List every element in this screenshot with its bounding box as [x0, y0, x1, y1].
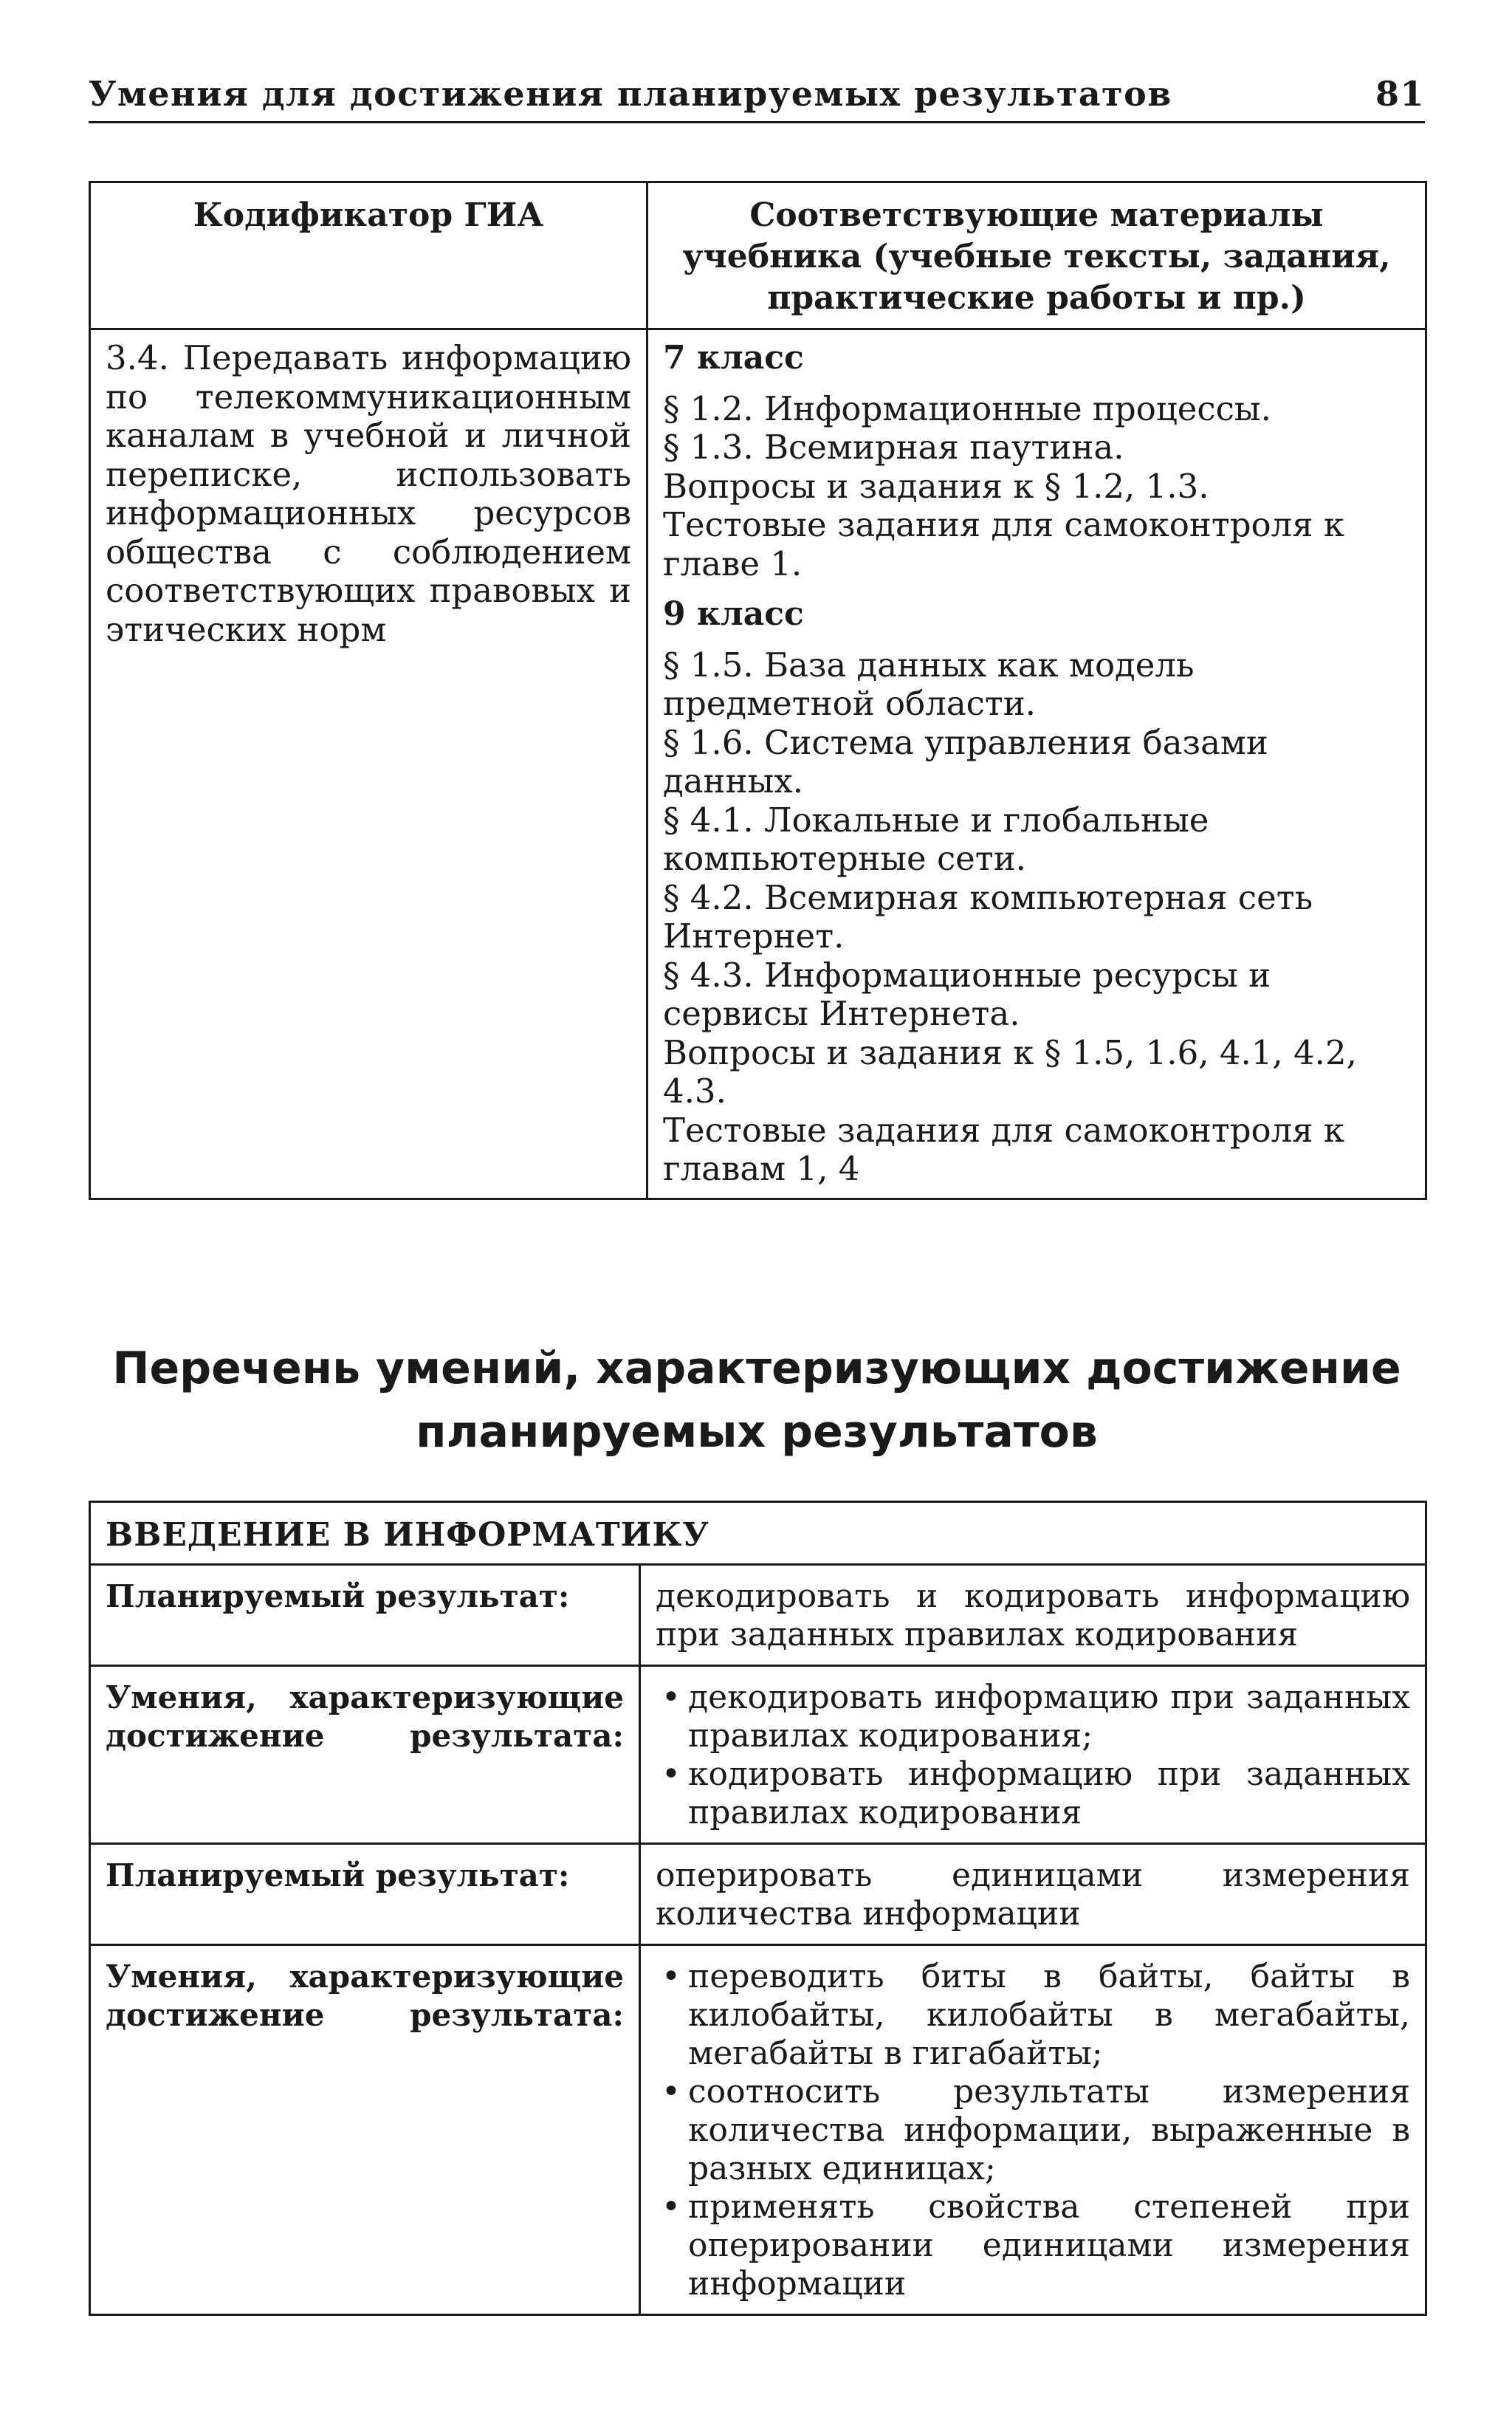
list-item: • переводить биты в байты, байты в килобайты, килобайты в мегабайты, мегабайты в гигабайты; [656, 1958, 1410, 2073]
materials-item: § 4.1. Локальные и глобальные компьютерные сети. [663, 800, 1209, 878]
row-label: Умения, характеризующие достижение результата: [90, 1945, 640, 2315]
materials-item: § 1.3. Всемирная паутина. [663, 428, 1124, 467]
skills-table-row [90, 1565, 1426, 1666]
skills-table-row [90, 1666, 1426, 1844]
row-label: Планируемый результат: [90, 1844, 640, 1945]
page-number: 81 [1375, 74, 1425, 114]
materials-item: § 1.6. Система управления базами данных. [663, 722, 1268, 801]
row-text: декодировать и кодировать информацию при заданных правилах кодирования [640, 1565, 1426, 1666]
skills-list [656, 1679, 1410, 1832]
list-item: • применять свойства степеней при оперировании единицами измерения информации [656, 2188, 1410, 2303]
codifier-table-header-row [90, 182, 1426, 329]
materials-item: Тестовые задания для самоконтроля к главам 1, 4 [663, 1110, 1345, 1188]
skills-list [656, 1958, 1410, 2303]
grade-7-label: 7 класс [663, 339, 804, 377]
row-label: Планируемый результат: [90, 1565, 640, 1666]
codifier-table [89, 181, 1427, 1200]
skills-table-row [90, 1844, 1426, 1945]
running-head-title: Умения для достижения планируемых результатов [89, 74, 1172, 114]
row-bullets [640, 1945, 1426, 2315]
skills-table-heading: ВВЕДЕНИЕ В ИНФОРМАТИКУ [90, 1502, 1426, 1565]
list-item: • соотносить результаты измерения количества информации, выраженные в разных единицах; [656, 2073, 1410, 2188]
materials-item: Вопросы и задания к § 1.2, 1.3. [663, 466, 1209, 506]
codifier-table-row [90, 329, 1426, 1199]
materials-item: § 4.2. Всемирная компьютерная сеть Интернет. [663, 877, 1313, 956]
section-title: Перечень умений, характеризующих достижение планируемых результатов [112, 1343, 1401, 1458]
row-text: оперировать единицами измерения количества информации [640, 1844, 1426, 1945]
materials-item: Тестовые задания для самоконтроля к главе 1. [663, 505, 1345, 583]
materials-cell [647, 329, 1426, 1199]
list-item: • кодировать информацию при заданных правилах кодирования [656, 1755, 1410, 1832]
skills-table-heading-row [90, 1502, 1426, 1565]
row-label: Умения, характеризующие достижение результата: [90, 1666, 640, 1844]
materials-item: Вопросы и задания к § 1.5, 1.6, 4.1, 4.2, 4.3. [663, 1032, 1357, 1111]
materials-item: § 4.3. Информационные ресурсы и сервисы Интернета. [663, 955, 1271, 1033]
grade-9-label: 9 класс [663, 595, 804, 633]
materials-item: § 1.2. Информационные процессы. [663, 388, 1271, 428]
running-head [89, 74, 1425, 123]
row-bullets [640, 1666, 1426, 1844]
materials-item: § 1.5. База данных как модель предметной области. [663, 645, 1195, 723]
skills-table [89, 1501, 1427, 2316]
materials-header: Соответствующие материалы учебника (учебные тексты, задания, практические работы и пр.) [647, 182, 1426, 329]
skills-table-row [90, 1945, 1426, 2315]
codifier-cell: 3.4. Передавать информацию по телекоммуникационным каналам в учебной и личной переписке, использовать информационных ресурсов общества с соблюдением соответствующих правовых и этических норм [90, 329, 647, 1199]
codifier-header: Кодификатор ГИА [90, 182, 647, 329]
list-item: • декодировать информацию при заданных правилах кодирования; [656, 1679, 1410, 1755]
